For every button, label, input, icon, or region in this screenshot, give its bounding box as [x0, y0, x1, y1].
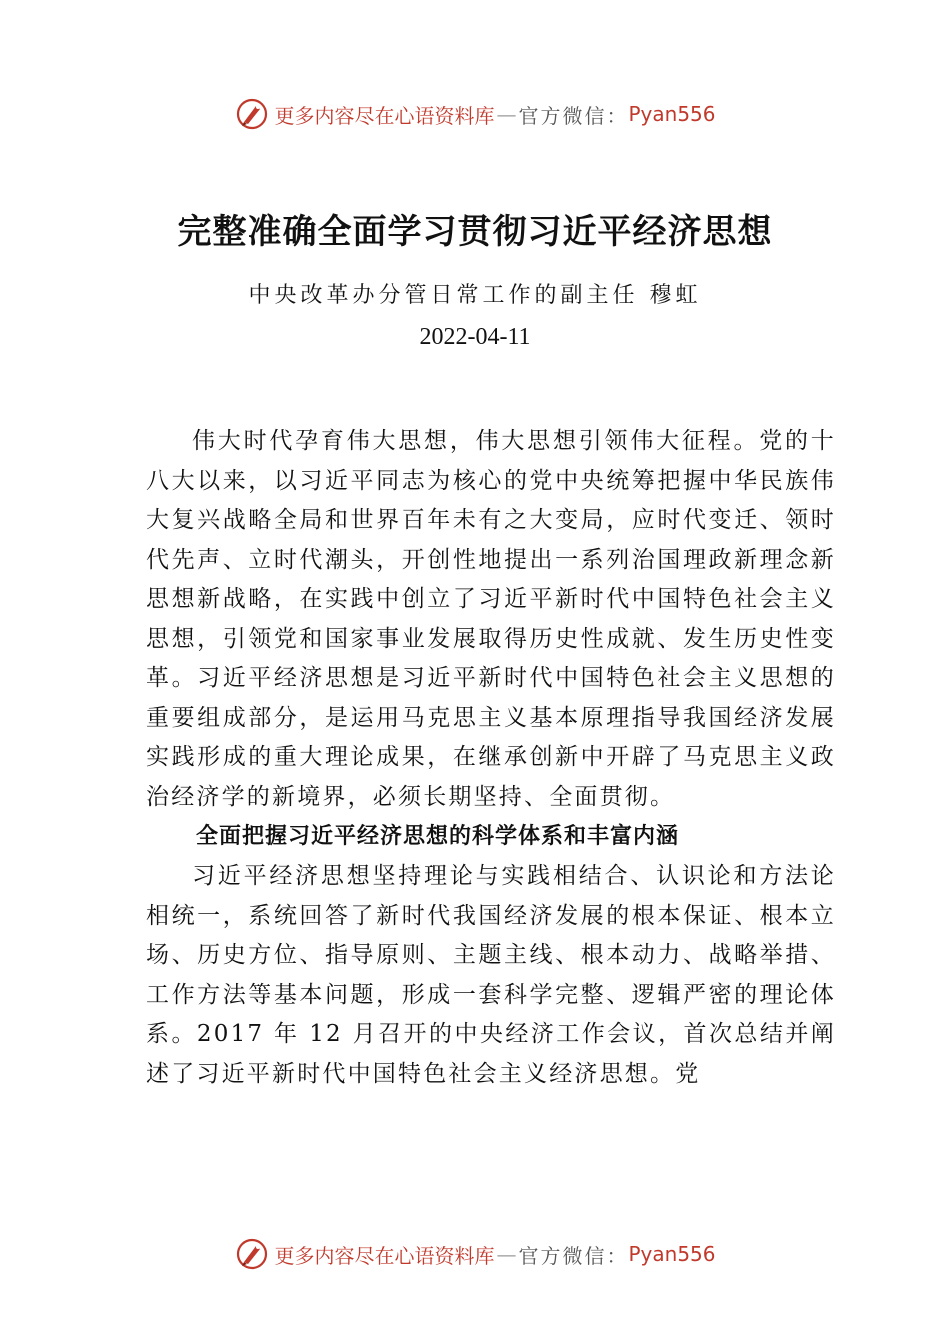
paragraph-1: 伟大时代孕育伟大思想，伟大思想引领伟大征程。党的十八大以来，以习近平同志为核心的党中央统筹把握中华民族伟大复兴战略全局和世界百年未有之大变局，应时代变迁、领时代先声、立时代潮头，开创性地提出一系列治国理政新理念新思想新战略，在实践中创立了习近平新时代中国特色社会主义思想，引领党和国家事业发展取得历史性成就、发生历史性变革。习近平经济思想是习近平新时代中国特色社会主义思想的重要组成部分，是运用马克思主义基本原理指导我国经济发展实践形成的重大理论成果，在继承创新中开辟了马克思主义政治经济学的新境界，必须长期坚持、全面贯彻。	[146, 428, 836, 810]
pen-nib-icon	[234, 1236, 270, 1272]
pen-nib-icon	[234, 96, 270, 132]
article-date: 2022-04-11	[419, 324, 531, 350]
article-title: 完整准确全面学习贯彻习近平经济思想	[177, 212, 773, 252]
section-heading: 全面把握习近平经济思想的科学体系和丰富内涵	[196, 824, 680, 849]
watermark-header	[0, 94, 950, 134]
watermark-text: 更多内容尽在心语资料库	[274, 1243, 495, 1268]
watermark-label: 官方微信：	[518, 1243, 629, 1268]
watermark-wechat-id: Pyan556	[628, 1242, 716, 1266]
watermark-separator: —	[496, 1242, 517, 1266]
watermark-label: 官方微信：	[518, 103, 629, 128]
watermark-text: 更多内容尽在心语资料库	[274, 103, 495, 128]
watermark-separator: —	[496, 102, 517, 126]
paragraph-2: 习近平经济思想坚持理论与实践相结合、认识论和方法论相统一，系统回答了新时代我国经济发展的根本保证、根本立场、历史方位、指导原则、主题主线、根本动力、战略举措、工作方法等基本问题，形成一套科学完整、逻辑严密的理论体系。2017 年 12 月召开的中央经济工作会议，首次总结并阐述了习近平新时代中国特色社会主义经济思想。党	[146, 863, 836, 1087]
watermark-footer	[0, 1234, 950, 1274]
article-author: 中央改革办分管日常工作的副主任 穆虹	[248, 283, 702, 308]
article-body	[146, 422, 836, 1094]
watermark-wechat-id: Pyan556	[628, 102, 716, 126]
